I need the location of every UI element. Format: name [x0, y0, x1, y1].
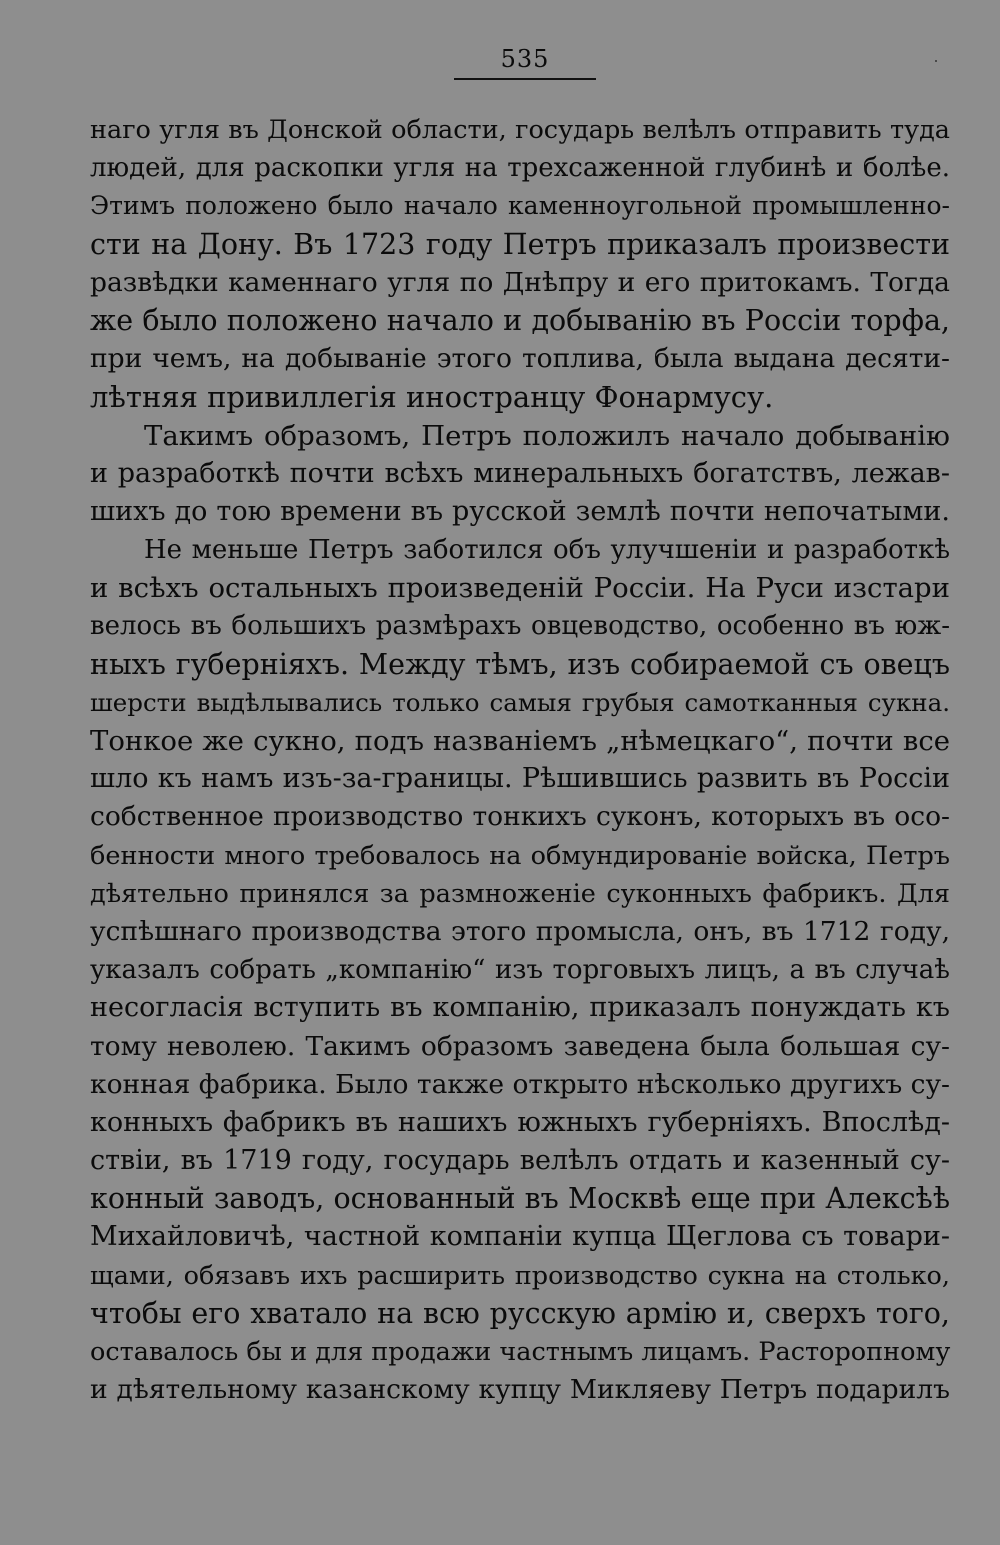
text-line: щами, обязавъ ихъ расширить производство сукна на столько, [90, 1260, 950, 1291]
text-line: Этимъ положено было начало каменноугольной промышленно- [90, 191, 950, 221]
text-line: сти на Дону. Въ 1723 году Петръ приказалъ произвести [90, 227, 950, 261]
text-line: и дѣятельному казанскому купцу Микляеву Петръ подарилъ [90, 1374, 950, 1406]
text-line: тому неволею. Такимъ образомъ заведена была большая су- [90, 1030, 950, 1062]
text-line: Не меньше Петръ заботился объ улучшеніи и разработкѣ [144, 535, 950, 566]
text-line: и всѣхъ остальныхъ произведеній Россіи. На Руси изстари [90, 572, 950, 605]
text-line: ныхъ губерніяхъ. Между тѣмъ, изъ собираемой съ овецъ [90, 647, 950, 681]
text-line: же было положено начало и добыванію въ Россіи торфа, [90, 303, 950, 337]
page-number-rule [454, 78, 596, 80]
text-line: лѣтняя привиллегія иностранцу Фонармусу. [90, 380, 774, 415]
paper-speck [935, 60, 937, 62]
text-line: конныхъ фабрикъ въ нашихъ южныхъ губерніяхъ. Впослѣд- [90, 1106, 950, 1138]
text-line: оставалось бы и для продажи частнымъ лицамъ. Расторопному [90, 1337, 951, 1367]
text-line: ствіи, въ 1719 году, государь велѣлъ отдать и казенный су- [90, 1145, 950, 1177]
text-line: наго угля въ Донской области, государь велѣлъ отправить туда [90, 115, 950, 145]
text-line: Такимъ образомъ, Петръ положилъ начало добыванію [144, 419, 950, 452]
text-line: при чемъ, на добываніе этого топлива, была выдана десяти- [90, 343, 950, 375]
body-text [90, 111, 950, 1409]
text-line: шихъ до тою времени въ русской землѣ почти непочатыми. [90, 495, 950, 527]
text-line: Михайловичѣ, частной компаніи купца Щеглова съ товари- [90, 1221, 950, 1253]
text-line: указалъ собрать „компанію“ изъ торговыхъ лицъ, а въ случаѣ [90, 955, 950, 986]
text-line: дѣятельно принялся за размноженіе суконныхъ фабрикъ. Для [90, 878, 950, 909]
text-line: людей, для раскопки угля на трехсаженной глубинѣ и болѣе. [90, 153, 950, 184]
text-line: и разработкѣ почти всѣхъ минеральныхъ богатствъ, лежав- [90, 457, 950, 489]
text-line: бенности много требовалось на обмундированіе войска, Петръ [90, 840, 950, 871]
page-number: 535 [500, 45, 550, 73]
text-line: шло къ намъ изъ-за-границы. Рѣшившись развить въ Россіи [90, 763, 950, 795]
text-line: конная фабрика. Было также открыто нѣсколько другихъ су- [90, 1068, 950, 1100]
text-line: велось въ большихъ размѣрахъ овцеводство, особенно въ юж- [90, 611, 950, 642]
text-line: несогласія вступить въ компанію, приказалъ понуждать къ [90, 992, 950, 1024]
text-line: успѣшнаго производства этого промысла, онъ, въ 1712 году, [90, 915, 950, 947]
text-line: собственное производство тонкихъ суконъ, которыхъ въ осо- [90, 801, 950, 833]
text-line: Тонкое же сукно, подъ названіемъ „нѣмецкаго“, почти все [90, 725, 950, 757]
text-line: развѣдки каменнаго угля по Днѣпру и его притокамъ. Тогда [90, 266, 950, 298]
text-line: конный заводъ, основанный въ Москвѣ еще при Алексѣѣ [90, 1182, 950, 1216]
text-line: шерсти выдѣлывались только самыя грубыя самотканныя сукна. [90, 687, 950, 717]
text-line: чтобы его хватало на всю русскую армію и, сверхъ того, [90, 1296, 950, 1330]
